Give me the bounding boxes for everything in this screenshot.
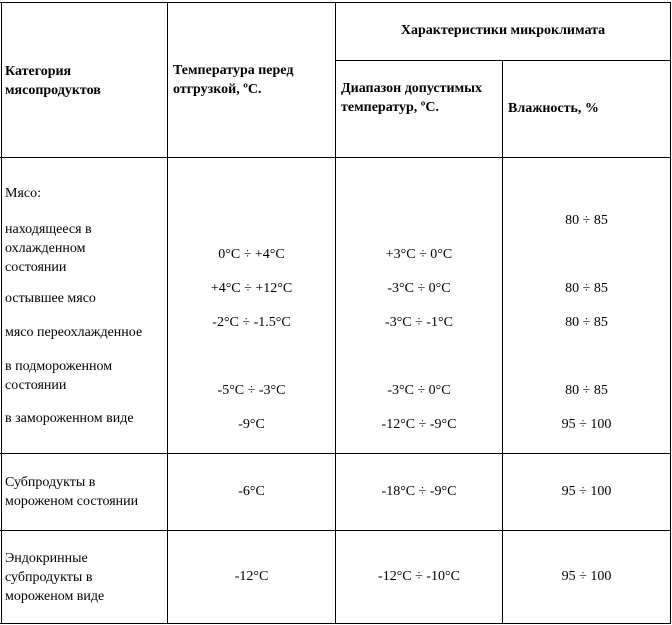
meat-row-label: мясо переохлажденное	[5, 325, 143, 340]
byproducts-temp: -6°С	[238, 484, 265, 499]
endocrine-humidity: 95 ÷ 100	[561, 569, 612, 584]
meat-row-range: -3°С ÷ 0°С	[387, 383, 451, 398]
meat-row-humidity: 95 ÷ 100	[561, 417, 612, 432]
meat-row-temp: -9°С	[238, 417, 265, 432]
meat-row-temp: 0°С ÷ +4°С	[218, 247, 285, 262]
meat-row-temp: +4°С ÷ +12°С	[210, 281, 293, 296]
meat-row-label: остывшее мясо	[5, 291, 96, 306]
meat-row-temp: -2°С ÷ -1.5°С	[212, 315, 291, 330]
header-category: Категория мясопродуктов	[5, 64, 101, 98]
header-humidity: Влажность, %	[508, 101, 599, 116]
meat-title: Мясо:	[5, 186, 41, 201]
meat-row-range: -12°С ÷ -9°С	[381, 417, 457, 432]
header-temp-before-shipment: Температура перед отгрузкой, ºС.	[173, 63, 294, 97]
endocrine-label: Эндокринные субпродукты в мороженом виде	[5, 551, 105, 604]
meat-row-label: находящееся в охлажденном состоянии	[5, 222, 92, 275]
meat-row-humidity: 80 ÷ 85	[565, 281, 608, 296]
meat-row-range: +3°С ÷ 0°С	[385, 247, 453, 262]
meat-row-humidity: 80 ÷ 85	[565, 315, 608, 330]
header-allowed-range: Диапазон допустимых температур, ºС.	[341, 81, 483, 115]
meat-row-label: в подмороженном состоянии	[5, 359, 113, 393]
byproducts-label: Субпродукты в мороженом состоянии	[5, 475, 139, 509]
meat-row-temp: -5°С ÷ -3°С	[217, 383, 286, 398]
byproducts-humidity: 95 ÷ 100	[561, 484, 612, 499]
header-microclimate: Характеристики микроклимата	[400, 23, 606, 38]
meat-row-range: -3°С ÷ 0°С	[387, 281, 451, 296]
meat-row-humidity: 80 ÷ 85	[565, 383, 608, 398]
meat-row-humidity: 80 ÷ 85	[565, 213, 608, 228]
endocrine-temp: -12°С	[234, 569, 269, 584]
byproducts-range: -18°С ÷ -9°С	[381, 484, 457, 499]
endocrine-range: -12°С ÷ -10°С	[378, 569, 460, 584]
meat-row-range: -3°С ÷ -1°С	[385, 315, 453, 330]
meat-row-label: в замороженном виде	[5, 411, 134, 426]
